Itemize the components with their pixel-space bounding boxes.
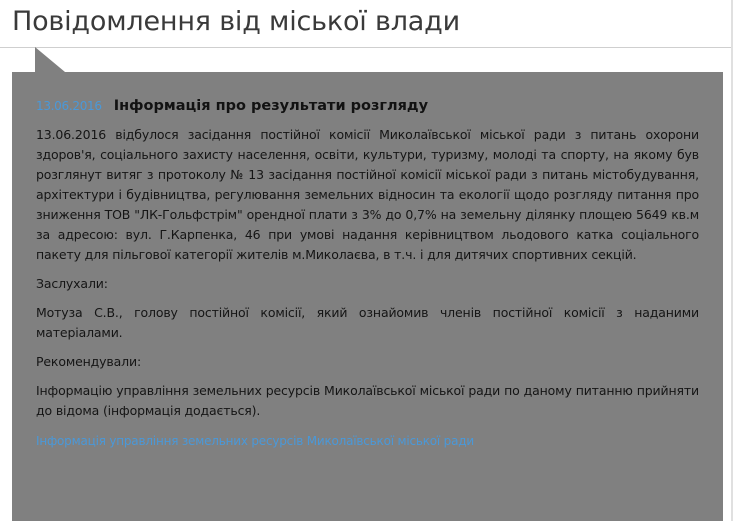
news-paragraph-recommendation: Інформацію управління земельних ресурсів Миколаївської міської ради по даному питанню прийняти до відома (інформація додається). [36, 383, 699, 418]
panel-pointer [35, 47, 65, 72]
news-paragraph-speaker: Мотуза С.В., голову постійної комісії, який ознайомив членів постійної комісії з наданими матеріалами. [36, 305, 699, 340]
news-heading: Інформація про результати розгляду [113, 98, 429, 114]
news-header [36, 98, 699, 114]
news-paragraph-main: 13.06.2016 відбулося засідання постійної комісії Миколаївської міської ради з питань охорони здоров'я, соціального захисту населення, освіти, культури, туризму, молоді та спорту, на якому був розглянут витяг з протоколу № 13 засідання постійної комісії міської ради з питань містобудування, архітектури і будівництва, регулювання земельних відносин та екології щодо розгляду питання про зниження ТОВ "ЛК-Гольфстрім" орендної плати з 3% до 0,7% на земельну ділянку площею 5649 кв.м за адресою: вул. Г.Карпенка, 46 при умові надання керівництвом льодового катка соціального пакету для пільгової категорії жителів м.Миколаєва, в т.ч. і для дитячих спортивних секцій. [36, 127, 699, 262]
news-paragraph-heard: Заслухали: [36, 276, 108, 291]
attachment-link[interactable]: Інформація управління земельних ресурсів Миколаївської міської ради [36, 434, 474, 448]
news-panel [12, 72, 723, 521]
news-paragraph-recommended: Рекомендували: [36, 354, 142, 369]
title-divider [0, 47, 733, 48]
page-title: Повідомлення від міської влади [12, 6, 460, 37]
news-date: 13.06.2016 [36, 99, 102, 113]
